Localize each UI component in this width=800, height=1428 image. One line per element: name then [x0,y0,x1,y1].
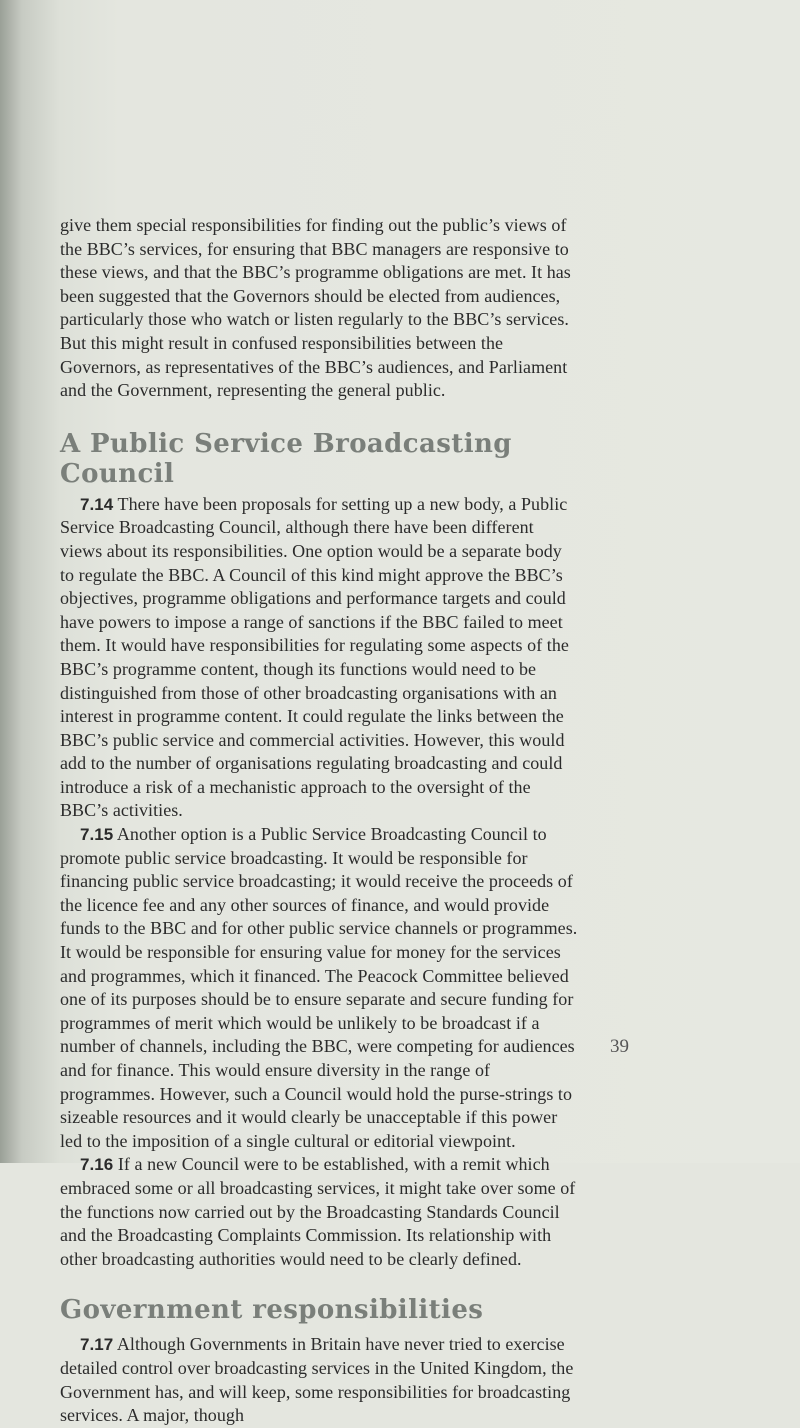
paragraph-text: Although Governments in Britain have never tried to exercise detailed control over broadcasting services in the United Kingdom, the Government has, and will keep, some responsibilities for broadcasting services. A major, though [60,1334,574,1426]
section-heading-government: Government responsibilities [60,1295,484,1326]
paragraph-text: Another option is a Public Service Broadcasting Council to promote public service broadcasting. It would be responsible for financing public service broadcasting; it would receive the proceeds of the licence fee and any other sources of finance, and would provide funds to the BBC and for other public service channels or programmes. It would be responsible for ensuring value for money for the services and programmes, which it financed. The Peacock Committee believed one of its purposes should be to ensure separate and secure funding for programmes of merit which would be unlikely to be broadcast if a number of channels, including the BBC, were competing for audiences and for finance. This would ensure diversity in the range of programmes. However, such a Council would hold the purse-strings to sizeable resources and it would clearly be unacceptable if this power led to the imposition of a single cultural or editorial viewpoint. [60,824,578,1151]
paragraph-7-15 [60,823,580,1153]
section-heading-council: A Public Service Broadcasting Council [60,428,512,489]
paragraph-7-16 [60,1153,580,1271]
paragraph-number: 7.14 [80,494,114,514]
page-number: 39 [610,1036,629,1057]
paragraph-7-17 [60,1333,580,1427]
intro-paragraph: give them special responsibilities for finding out the public’s views of the BBC’s services, for ensuring that BBC managers are responsive to these views, and that the BBC’s programme obligations are met. It has been suggested that the Governors should be elected from audiences, particularly those who watch or listen regularly to the BBC’s services. But this might result in confused responsibilities between the Governors, as representatives of the BBC’s audiences, and Parliament and the Government, representing the general public. [60,215,571,401]
document-body [60,214,580,1428]
paragraph-number: 7.17 [80,1335,114,1355]
paragraph-7-14 [60,493,580,823]
paragraph-text: There have been proposals for setting up a new body, a Public Service Broadcasting Council, although there have been different views about its responsibilities. One option would be a separate body to regulate the BBC. A Council of this kind might approve the BBC’s objectives, programme obligations and performance targets and could have powers to impose a range of sanctions if the BBC failed to meet them. It would have responsibilities for regulating some aspects of the BBC’s programme content, though its functions would need to be distinguished from those of other broadcasting organisations with an interest in programme content. It could regulate the links between the BBC’s public service and commercial activities. However, this would add to the number of organisations regulating broadcasting and could introduce a risk of a mechanistic approach to the oversight of the BBC’s activities. [60,493,569,821]
paragraph-number: 7.15 [80,825,114,845]
paragraph-number: 7.16 [80,1155,114,1175]
paragraph-text: If a new Council were to be established, with a remit which embraced some or all broadcasting services, it might take over some of the functions now carried out by the Broadcasting Standards Council and the Broadcasting Complaints Commission. Its relationship with other broadcasting authorities would need to be clearly defined. [60,1154,576,1269]
